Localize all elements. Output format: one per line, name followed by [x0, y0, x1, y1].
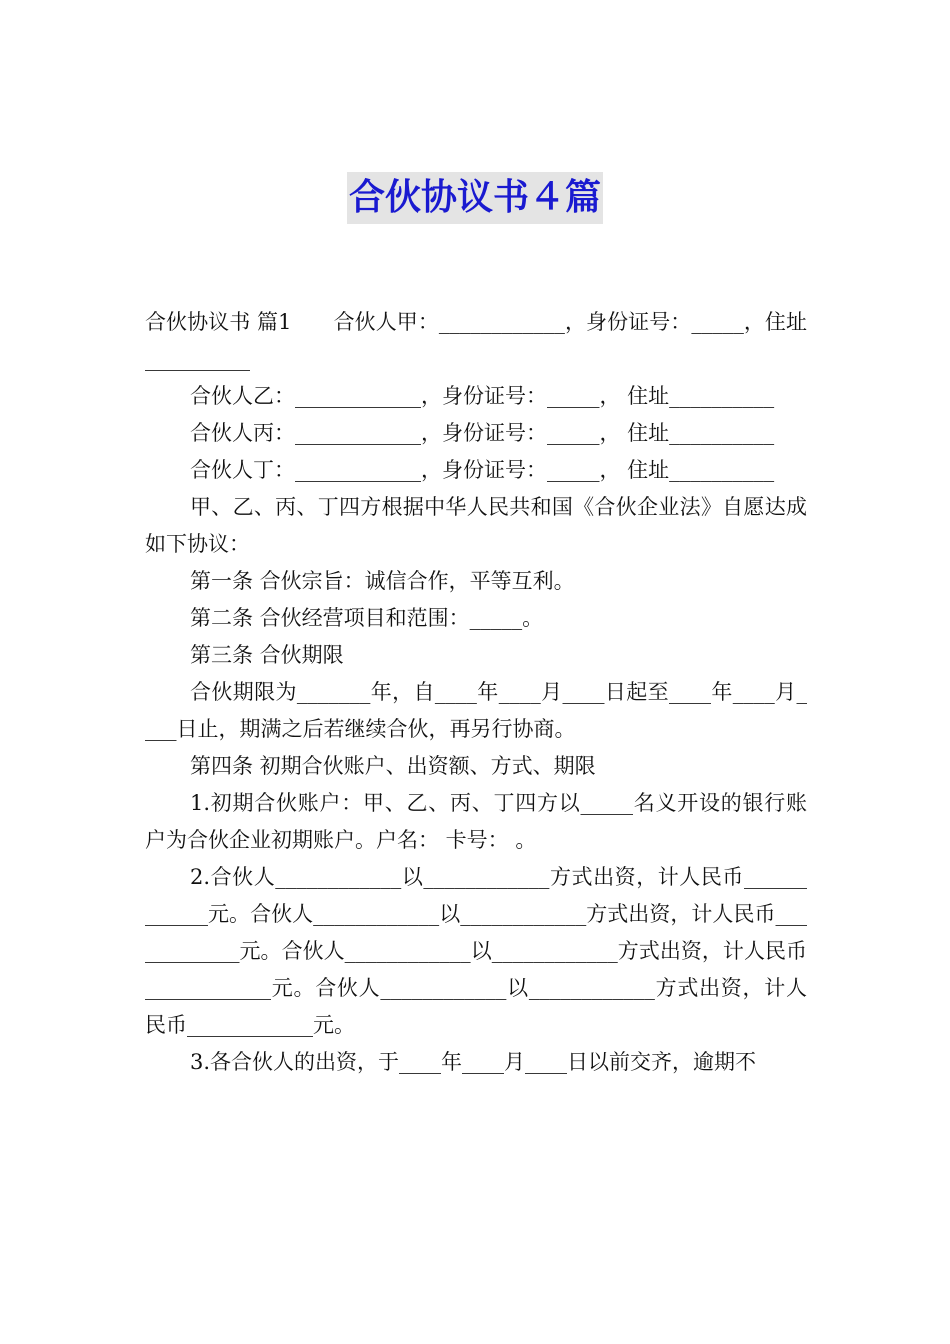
paragraph-partner-b: 合伙人乙：____________，身份证号：_____， 住址__________ [190, 384, 775, 408]
paragraph-account: 1.初期合伙账户：甲、乙、丙、丁四方以_____名义开设的银行账户为合伙企业初期账户。户名： 卡号： 。 [145, 791, 807, 852]
paragraph-article-3: 第三条 合伙期限 [190, 643, 344, 667]
paragraph-deadline: 3.各合伙人的出资，于____年____月____日以前交齐，逾期不 [190, 1050, 757, 1074]
paragraph-term: 合伙期限为_______年，自____年____月____日起至____年____月____日止，期满之后若继续合伙，再另行协商。 [145, 680, 807, 741]
paragraph-partner-c: 合伙人丙：____________，身份证号：_____， 住址__________ [190, 421, 775, 445]
paragraph-article-4: 第四条 初期合伙账户、出资额、方式、期限 [190, 754, 596, 778]
paragraph-article-1: 第一条 合伙宗旨：诚信合作，平等互利。 [190, 569, 575, 593]
paragraph-contributions: 2.合伙人____________以____________方式出资，计人民币____________元。合伙人____________以____________方式出资，计人民币____________元。合伙人____________以____________方式出资，计人民币____________元。合伙人____________以____________方式出资，计人民币____________元。 [145, 865, 807, 1037]
paragraph-partner-a: 合伙协议书 篇1 合伙人甲：____________，身份证号：_____，住址__________ [145, 310, 807, 371]
paragraph-preamble: 甲、乙、丙、丁四方根据中华人民共和国《合伙企业法》自愿达成如下协议： [145, 495, 807, 556]
paragraph-article-2: 第二条 合伙经营项目和范围：_____。 [190, 606, 544, 630]
document-body [145, 304, 807, 1081]
paragraph-partner-d: 合伙人丁：____________，身份证号：_____， 住址__________ [190, 458, 775, 482]
document-title-wrap [0, 172, 950, 224]
document-title: 合伙协议书４篇 [347, 172, 603, 224]
